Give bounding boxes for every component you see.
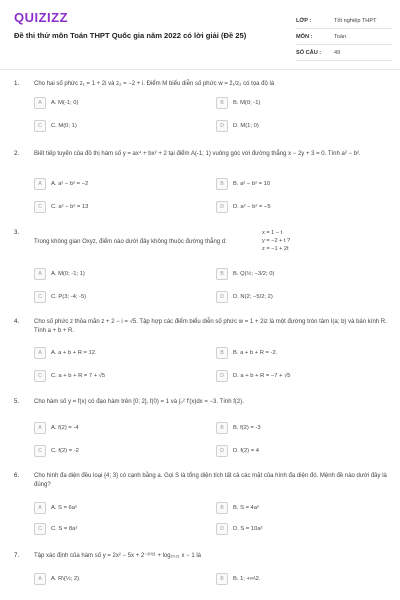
option-letter-box: D — [216, 445, 228, 457]
option-text: C. f(2) = -2 — [51, 448, 79, 454]
question-number: 6. — [14, 472, 20, 479]
option-letter-box: C — [34, 523, 46, 535]
meta-row-subject — [296, 29, 392, 45]
option-c[interactable] — [34, 201, 88, 213]
option-text: A. R\{½; 2}. — [51, 576, 81, 582]
question-number: 1. — [14, 80, 20, 87]
option-letter-box: B — [216, 502, 228, 514]
option-text: D. a² − b² = −5 — [233, 204, 271, 210]
option-letter-box: C — [34, 445, 46, 457]
option-text: A. f(2) = -4 — [51, 425, 79, 431]
option-letter-box: A — [34, 347, 46, 359]
option-a[interactable] — [34, 97, 78, 109]
question-number: 4. — [14, 318, 20, 325]
option-letter-box: C — [34, 370, 46, 382]
meta-row-count — [296, 45, 392, 61]
option-text: D. f(2) = 4 — [233, 448, 259, 454]
option-a[interactable] — [34, 422, 79, 434]
option-letter-box: D — [216, 370, 228, 382]
option-letter-box: A — [34, 422, 46, 434]
meta-table — [296, 13, 392, 61]
question-number: 5. — [14, 398, 20, 405]
option-a[interactable] — [34, 347, 97, 359]
option-letter-box: C — [34, 120, 46, 132]
option-a[interactable] — [34, 178, 88, 190]
option-a[interactable] — [34, 573, 81, 585]
option-text: A. a² − b² = −2 — [51, 181, 89, 187]
option-letter-box: B — [216, 97, 228, 109]
option-letter-box: A — [34, 178, 46, 190]
option-d[interactable] — [216, 291, 273, 303]
option-letter-box: B — [216, 178, 228, 190]
option-a[interactable] — [34, 268, 85, 280]
option-text: C. M(0; 1) — [51, 123, 77, 129]
option-text: B. a² − b² = 10 — [233, 181, 271, 187]
header-divider — [0, 69, 400, 70]
question-number: 3. — [14, 229, 20, 236]
question-text: Trong không gian Oxyz, điểm nào dưới đây không thuộc đường thẳng d: — [34, 239, 227, 245]
option-text: B. S = 4a² — [233, 505, 259, 511]
question-text: Cho số phức z thỏa mãn z + 2 − i = √5. Tập hợp các điểm biểu diễn số phức w = 1 + 2iz là một đường tròn tâm I(a; b) và bán kính R. Tính a + b + R. — [34, 319, 387, 334]
meta-label: MÔN : — [296, 33, 313, 40]
meta-row-class — [296, 13, 392, 29]
line-equation-system — [262, 229, 290, 253]
meta-value: Toán — [334, 33, 347, 40]
meta-value: 49 — [334, 49, 341, 56]
question-text: Cho hai số phức z₁ = 1 + 2i và z₂ = −2 + i. Điểm M biểu diễn số phức w = z̄₁/z₂ có tọa độ là — [34, 81, 275, 87]
option-letter-box: D — [216, 291, 228, 303]
option-b[interactable] — [216, 97, 260, 109]
option-b[interactable] — [216, 178, 270, 190]
option-d[interactable] — [216, 201, 271, 213]
option-d[interactable] — [216, 370, 290, 382]
option-text: B. 1; +∞\2. — [233, 576, 261, 582]
option-c[interactable] — [34, 445, 79, 457]
option-b[interactable] — [216, 347, 277, 359]
option-c[interactable] — [34, 370, 105, 382]
option-c[interactable] — [34, 120, 77, 132]
option-letter-box: A — [34, 97, 46, 109]
option-letter-box: D — [216, 120, 228, 132]
option-d[interactable] — [216, 523, 262, 535]
option-letter-box: C — [34, 201, 46, 213]
option-b[interactable] — [216, 573, 261, 585]
option-letter-box: A — [34, 573, 46, 585]
option-letter-box: B — [216, 422, 228, 434]
option-text: A. S = 6a² — [51, 505, 77, 511]
quizizz-logo: QUIZIZZ — [14, 10, 69, 25]
option-a[interactable] — [34, 502, 77, 514]
option-letter-box: B — [216, 573, 228, 585]
option-text: A. M(-1; 0) — [51, 100, 79, 106]
option-text: A. M(0; -1; 1) — [51, 271, 85, 277]
option-text: D. M(1; 0) — [233, 123, 259, 129]
page-title: Đề thi thử môn Toán THPT Quốc gia năm 2022 có lời giải (Đề 25) — [14, 31, 247, 40]
option-text: D. S = 10a² — [233, 526, 263, 532]
option-c[interactable] — [34, 523, 77, 535]
question-number: 7. — [14, 552, 20, 559]
option-letter-box: C — [34, 291, 46, 303]
meta-value: Tốt nghiệp THPT — [334, 17, 377, 24]
option-c[interactable] — [34, 291, 86, 303]
option-letter-box: A — [34, 268, 46, 280]
question-text: Tập xác định của hàm số y = 2x² − 5x + 2⁻²⁰²¹ + log₂₀₂₁ x − 1 là — [34, 553, 201, 559]
option-letter-box: D — [216, 523, 228, 535]
option-b[interactable] — [216, 268, 274, 280]
equation-line: y = −2 + t ? — [262, 238, 291, 244]
option-text: D. a + b + R = −7 + √5 — [233, 373, 291, 379]
option-text: B. a + b + R = -2. — [233, 350, 278, 356]
option-letter-box: B — [216, 268, 228, 280]
option-d[interactable] — [216, 120, 259, 132]
option-text: B. Q(½; −3/2; 0) — [233, 271, 275, 277]
option-text: D. N(2; −5/2; 2) — [233, 294, 273, 300]
option-text: C. a + b + R = 7 + √5 — [51, 373, 106, 379]
option-d[interactable] — [216, 445, 259, 457]
option-letter-box: B — [216, 347, 228, 359]
question-number: 2. — [14, 150, 20, 157]
option-text: B. M(0; -1) — [233, 100, 261, 106]
option-letter-box: A — [34, 502, 46, 514]
meta-label: LỚP : — [296, 17, 312, 24]
option-letter-box: D — [216, 201, 228, 213]
option-b[interactable] — [216, 502, 259, 514]
option-text: C. P(3; -4; -5) — [51, 294, 87, 300]
option-b[interactable] — [216, 422, 261, 434]
option-text: A. a + b + R = 12. — [51, 350, 97, 356]
option-text: C. a² − b² = 13 — [51, 204, 89, 210]
option-text: C. S = 8a² — [51, 526, 78, 532]
meta-label: SỐ CÂU : — [296, 49, 322, 56]
question-text: Biết tiếp tuyến của đồ thị hàm số y = ax⁴ + bx² + 2 tại điểm A(-1; 1) vuông góc với đường thẳng x − 2y + 3 = 0. Tính a² − b². — [34, 151, 361, 157]
question-text: Cho hình đa diện đều loại {4; 3} có cạnh bằng a. Gọi S là tổng diện tích tất cả các mặt của hình đa diện đó. Mệnh đề nào dưới đây là đúng? — [34, 473, 387, 488]
equation-line: z = −1 + 2t — [262, 246, 289, 252]
question-text: Cho hàm số y = f(x) có đạo hàm trên [0; 2], f(0) = 1 và ∫₀² f′(x)dx = −3. Tính f(2). — [34, 399, 244, 405]
option-text: B. f(2) = -3 — [233, 425, 261, 431]
equation-line: x = 1 − t — [262, 230, 283, 236]
